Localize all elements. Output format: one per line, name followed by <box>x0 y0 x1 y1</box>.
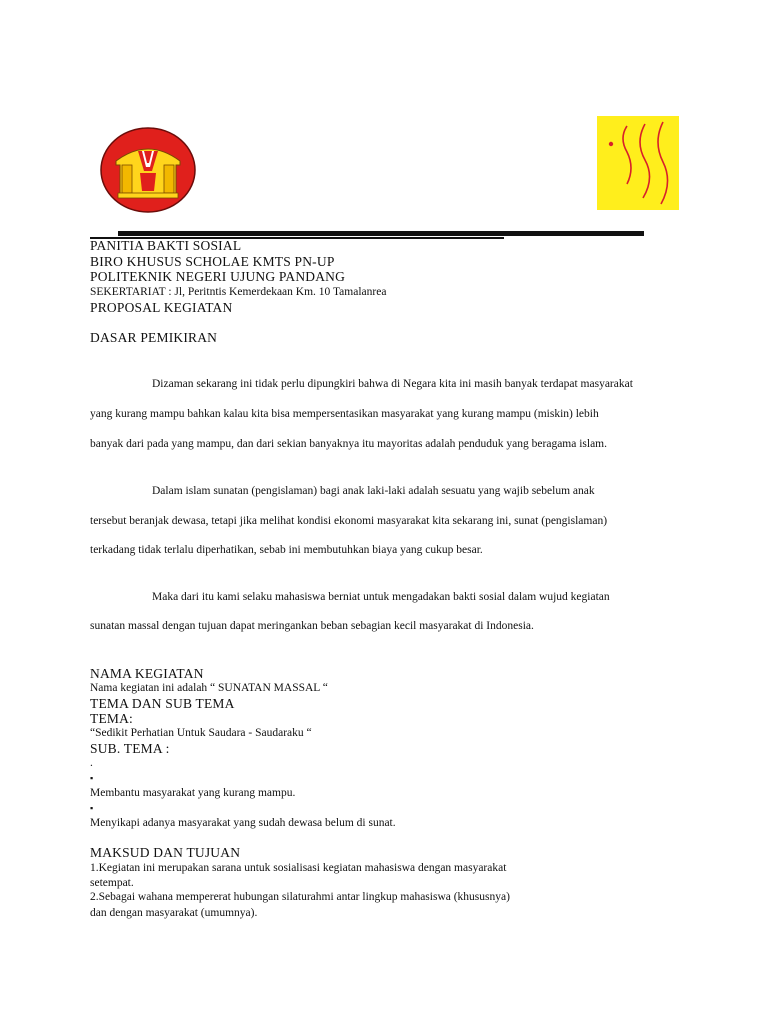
objective-line: 2.Sebagai wahana mempererat hubungan silaturahmi antar lingkup mahasiswa (khususnya) <box>90 891 510 903</box>
paragraph-line: yang kurang mampu bahkan kalau kita bisa mempersentasikan masyarakat yang kurang mampu (miskin) lebih <box>90 408 599 420</box>
header-institution: POLITEKNIK NEGERI UJUNG PANDANG <box>90 269 346 284</box>
subtema-label: SUB. TEMA : <box>90 741 170 756</box>
section-heading-dasar: DASAR PEMIKIRAN <box>90 330 218 345</box>
header-rule-thick <box>118 231 644 236</box>
subtema-item: Menyikapi adanya masyarakat yang sudah dewasa belum di sunat. <box>90 817 396 829</box>
header-proposal: PROPOSAL KEGIATAN <box>90 300 233 315</box>
section-heading-tema: TEMA DAN SUB TEMA <box>90 696 235 711</box>
subtema-item: Membantu masyarakat yang kurang mampu. <box>90 787 296 799</box>
dot-mark: . <box>90 757 93 769</box>
paragraph-line: Maka dari itu kami selaku mahasiswa berniat untuk mengadakan bakti sosial dalam wujud kegiatan <box>152 591 610 603</box>
right-logo <box>597 116 679 210</box>
paragraph-line: Dizaman sekarang ini tidak perlu dipungkiri bahwa di Negara kita ini masih banyak terdapat masyarakat <box>152 378 633 390</box>
section-heading-kegiatan: NAMA KEGIATAN <box>90 666 204 681</box>
section-heading-maksud: MAKSUD DAN TUJUAN <box>90 845 241 860</box>
paragraph-line: banyak dari pada yang mampu, dan dari sekian banyaknya itu mayoritas adalah penduduk yang beragama islam. <box>90 438 608 450</box>
header-committee: PANITIA BAKTI SOSIAL <box>90 238 242 253</box>
objective-line: setempat. <box>90 877 134 889</box>
activity-name: Nama kegiatan ini adalah “ SUNATAN MASSAL “ <box>90 682 328 694</box>
objective-line: dan dengan masyarakat (umumnya). <box>90 907 258 919</box>
paragraph-line: Dalam islam sunatan (pengislaman) bagi anak laki-laki adalah sesuatu yang wajib sebelum anak <box>152 485 595 497</box>
left-logo-emblem <box>100 127 196 213</box>
right-logo-emblem <box>597 116 679 210</box>
left-logo <box>100 127 196 213</box>
paragraph-line: terkadang tidak terlalu diperhatikan, sebab ini membutuhkan biaya yang cukup besar. <box>90 544 483 556</box>
header-secretariat: SEKERTARIAT : Jl, Peritntis Kemerdekaan Km. 10 Tamalanrea <box>90 286 387 298</box>
paragraph-line: sunatan massal dengan tujuan dapat meringankan beban sebagian kecil masyarakat di Indonesia. <box>90 620 534 632</box>
tema-label: TEMA: <box>90 711 133 726</box>
bullet-icon: ▪ <box>90 773 94 783</box>
paragraph-line: tersebut beranjak dewasa, tetapi jika melihat kondisi ekonomi masyarakat kita sekarang ini, sunat (pengislaman) <box>90 515 608 527</box>
header-bureau: BIRO KHUSUS SCHOLAE KMTS PN-UP <box>90 254 335 269</box>
objective-line: 1.Kegiatan ini merupakan sarana untuk sosialisasi kegiatan mahasiswa dengan masyarakat <box>90 862 507 874</box>
bullet-icon: ▪ <box>90 803 94 813</box>
tema-text: “Sedikit Perhatian Untuk Saudara - Saudaraku “ <box>90 727 312 739</box>
